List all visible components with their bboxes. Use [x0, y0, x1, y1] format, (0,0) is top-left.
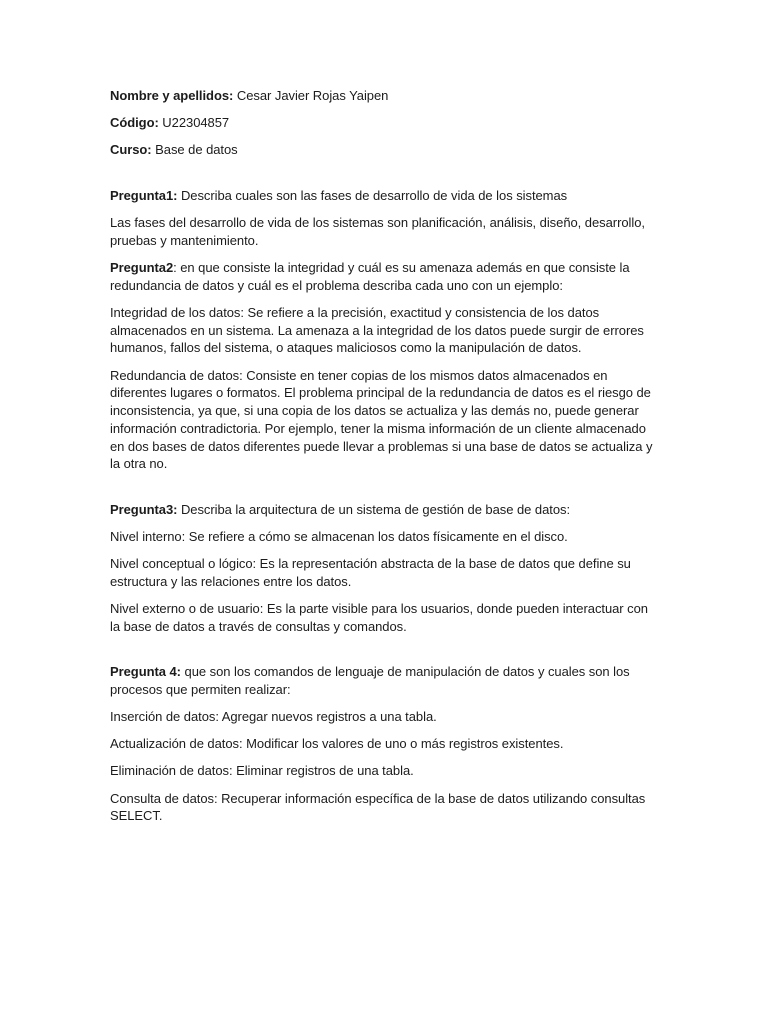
question-4-text: que son los comandos de lenguaje de manipulación de datos y cuales son los procesos que permiten realizar: — [110, 664, 630, 697]
question-1-text: Describa cuales son las fases de desarrollo de vida de los sistemas — [177, 187, 568, 203]
answer-2-redundancy: Redundancia de datos: Consiste en tener copias de los mismos datos almacenados en diferentes lugares o formatos. El problema principal de la redundancia de datos es el riesgo de inconsistencia, ya que, si una copia de los datos se actualiza y las demás no, puede generar información contradictoria. Por ejemplo, tener la misma información de un cliente almacenado en dos bases de datos diferentes puede llevar a problemas si una base de datos se actualiza y la otra no. — [110, 367, 653, 472]
spacer — [110, 483, 660, 501]
code-label: Código: — [110, 115, 159, 131]
answer-3-internal-level: Nivel interno: Se refiere a cómo se almacenan los datos físicamente en el disco. — [110, 528, 568, 544]
document-page — [110, 87, 660, 835]
question-3 — [110, 501, 660, 519]
spacer — [110, 169, 660, 187]
course-value: Base de datos — [151, 142, 238, 158]
answer-3-external-level: Nivel externo o de usuario: Es la parte visible para los usuarios, donde pueden interactuar con la base de datos a través de consultas y comandos. — [110, 601, 648, 634]
question-3-label: Pregunta3: — [110, 501, 178, 517]
answer-2-integrity: Integridad de los datos: Se refiere a la precisión, exactitud y consistencia de los datos almacenados en un sistema. La amenaza a la integridad de los datos puede surgir de errores humanos, fallos del sistema, o ataques maliciosos como la manipulación de datos. — [110, 304, 644, 356]
question-2 — [110, 259, 660, 295]
student-name-line — [110, 87, 660, 105]
code-value: U22304857 — [158, 115, 230, 131]
answer-3-conceptual-level: Nivel conceptual o lógico: Es la representación abstracta de la base de datos que define su estructura y las relaciones entre los datos. — [110, 556, 631, 589]
answer-4-insert: Inserción de datos: Agregar nuevos registros a una tabla. — [110, 709, 437, 724]
course-label: Curso: — [110, 142, 152, 158]
student-code-line — [110, 114, 660, 132]
question-2-text: : en que consiste la integridad y cuál es su amenaza además en que consiste la redundancia de datos y cuál es el problema describa cada uno con un ejemplo: — [110, 259, 630, 293]
name-label: Nombre y apellidos: — [110, 88, 234, 103]
answer-4-select: Consulta de datos: Recuperar información específica de la base de datos utilizando consultas SELECT. — [110, 790, 646, 824]
question-4-label: Pregunta 4: — [110, 664, 181, 680]
answer-1-paragraph: Las fases del desarrollo de vida de los sistemas son planificación, análisis, diseño, desarrollo, pruebas y mantenimiento. — [110, 214, 645, 248]
question-1 — [110, 187, 660, 205]
spacer — [110, 645, 660, 663]
question-2-label: Pregunta2 — [110, 259, 174, 275]
question-1-label: Pregunta1: — [110, 187, 178, 203]
course-line — [110, 141, 660, 159]
answer-4-delete: Eliminación de datos: Eliminar registros de una tabla. — [110, 763, 414, 779]
question-4 — [110, 663, 660, 699]
name-value: Cesar Javier Rojas Yaipen — [233, 88, 389, 103]
answer-4-update: Actualización de datos: Modificar los valores de uno o más registros existentes. — [110, 736, 564, 752]
question-3-text: Describa la arquitectura de un sistema de gestión de base de datos: — [177, 501, 571, 517]
